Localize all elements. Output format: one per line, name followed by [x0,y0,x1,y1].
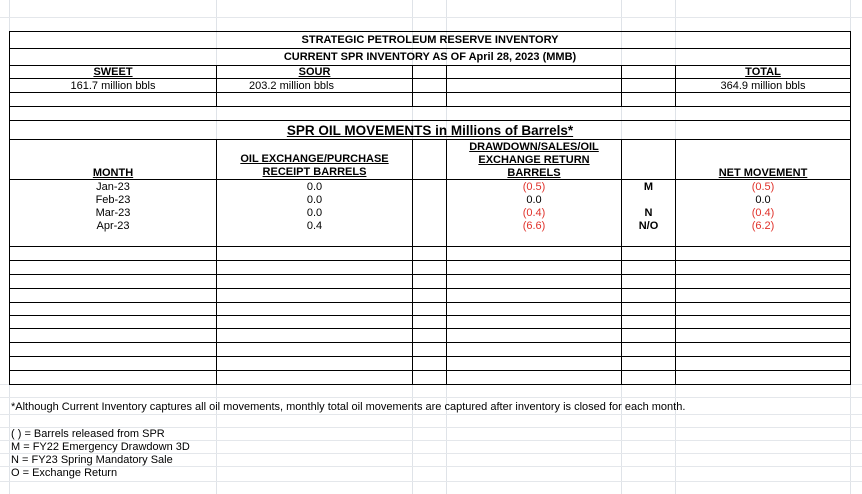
sweet-value: 161.7 million bbls [70,79,156,92]
divider [621,139,622,384]
divider [412,139,413,384]
exchange-header [217,152,412,179]
exchange-cell: 0.0 [306,206,323,219]
row-divider [9,302,851,303]
drawdown-cell: (0.4) [522,206,546,219]
code-cell: N [644,206,653,219]
row-divider [9,328,851,329]
month-cell: Jan-23 [96,180,130,193]
row-divider [9,260,851,261]
legend-item: N = FY23 Spring Mandatory Sale [11,453,173,466]
report-title: STRATEGIC PETROLEUM RESERVE INVENTORY [301,34,559,46]
report-subtitle: CURRENT SPR INVENTORY AS OF April 28, 2023 (MMB) [283,51,577,63]
divider [9,139,851,140]
exchange-cell: 0.0 [306,180,323,193]
drawdown-cell: (6.6) [522,219,546,232]
month-cell: Apr-23 [96,219,130,232]
drawdown-header-line3: BARRELS [507,166,561,179]
divider [412,65,413,106]
code-cell: N/O [638,219,659,232]
sweet-label: SWEET [93,66,133,78]
row-divider [9,274,851,275]
net-movement-header: NET MOVEMENT [718,166,808,179]
exchange-cell: 0.0 [306,193,323,206]
legend-item: M = FY22 Emergency Drawdown 3D [11,440,190,453]
exchange-cell: 0.4 [306,219,323,232]
month-header: MONTH [92,166,134,179]
exchange-header-line1: OIL EXCHANGE/PURCHASE [240,152,389,165]
drawdown-header-line1: DRAWDOWN/SALES/OIL [469,140,599,153]
row-divider [9,315,851,316]
divider [9,120,851,121]
net-cell: 0.0 [755,193,771,206]
total-value: 364.9 million bbls [720,79,806,92]
row-divider [9,370,851,371]
exchange-header-line2: RECEIPT BARRELS [262,165,367,178]
drawdown-header [447,140,621,179]
divider [446,65,447,106]
net-cell: (0.4) [751,206,775,219]
net-cell: (0.5) [751,180,775,193]
row-divider [9,288,851,289]
net-cell: (6.2) [751,219,775,232]
drawdown-header-line2: EXCHANGE RETURN [478,153,590,166]
row-divider [9,356,851,357]
code-cell: M [643,180,654,193]
code-cell [622,193,675,206]
divider [9,48,851,49]
sour-value: 203.2 million bbls [249,79,334,92]
month-cell: Feb-23 [95,193,131,206]
divider [9,106,851,107]
drawdown-cell: 0.0 [526,193,542,206]
sour-label: SOUR [298,66,331,78]
legend-item: ( ) = Barrels released from SPR [11,427,165,440]
movements-title: SPR OIL MOVEMENTS in Millions of Barrels* [286,122,574,138]
drawdown-cell: (0.5) [522,180,546,193]
footnote: *Although Current Inventory captures all oil movements, monthly total oil movements are captured after inventory is closed for each month. [11,401,686,413]
row-divider [9,246,851,247]
row-divider [9,342,851,343]
legend-item: O = Exchange Return [11,467,118,479]
total-label: TOTAL [745,66,781,78]
divider [9,92,851,93]
divider [621,65,622,106]
month-cell: Mar-23 [95,206,131,219]
